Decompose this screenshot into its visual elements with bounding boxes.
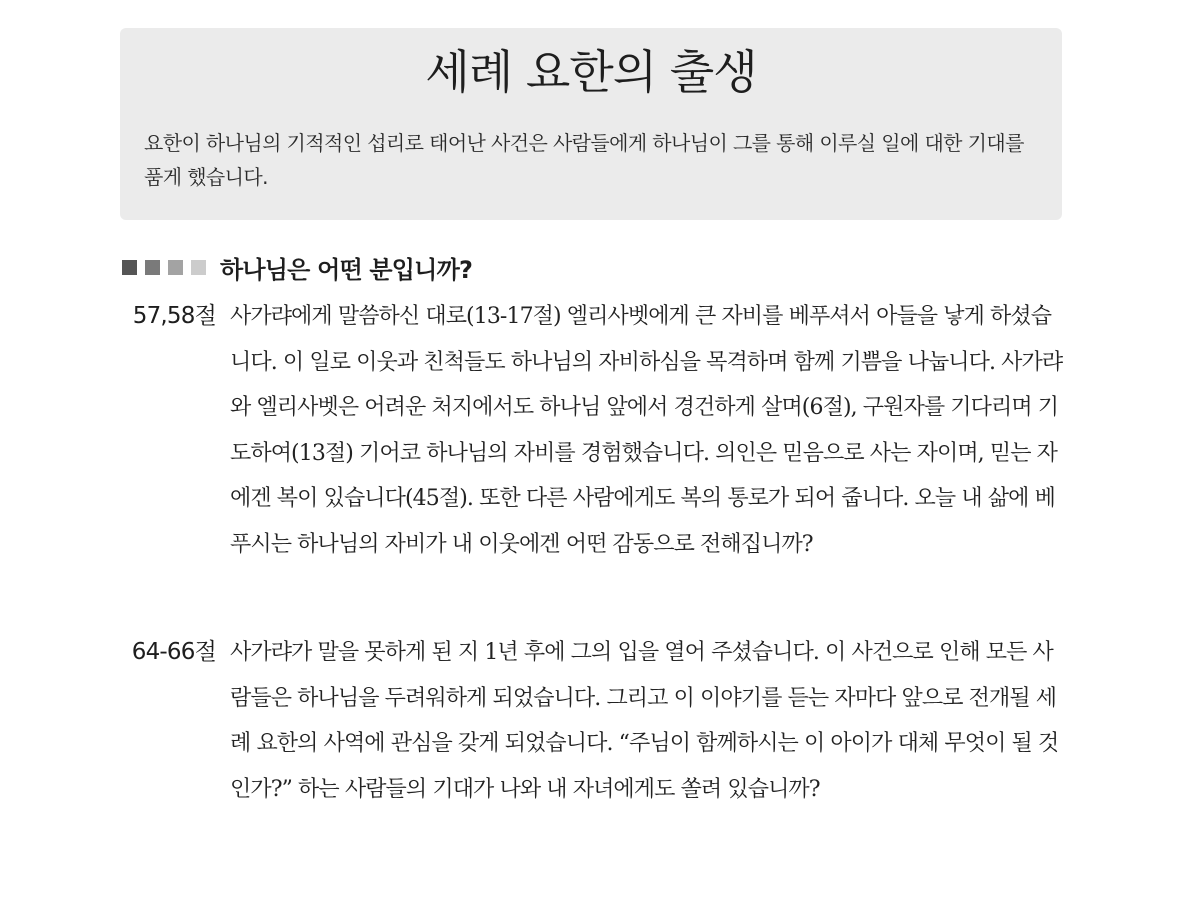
- section-heading: [122, 250, 472, 285]
- section-marker-square-4: [191, 260, 206, 275]
- verse-reference: 64-66절: [131, 639, 216, 665]
- entry-body: 사가랴가 말을 못하게 된 지 1년 후에 그의 입을 열어 주셨습니다. 이 사건으로 인해 모든 사람들은 하나님을 두려워하게 되었습니다. 그리고 이 이야기를 듣는 자마다 앞으로 전개될 세례 요한의 사역에 관심을 갖게 되었습니다. “주님이 함께하시는 이 아이가 대체 무엇이 될 것인가?” 하는 사람들의 기대가 나와 내 자녀에게도 쏠려 있습니까?: [230, 640, 1059, 802]
- header-box: [120, 28, 1062, 220]
- section-marker-square-1: [122, 260, 137, 275]
- intro-text: 요한이 하나님의 기적적인 섭리로 태어난 사건은 사람들에게 하나님이 그를 통해 이루실 일에 대한 기대를 품게 했습니다.: [144, 131, 1024, 189]
- section-title: 하나님은 어떤 분입니까?: [220, 256, 473, 284]
- section-marker-square-2: [145, 260, 160, 275]
- entry-body: 사가랴에게 말씀하신 대로(13-17절) 엘리사벳에게 큰 자비를 베푸셔서 아들을 낳게 하셨습니다. 이 일로 이웃과 친척들도 하나님의 자비하심을 목격하며 함께 기쁨을 나눕니다. 사가랴와 엘리사벳은 어려운 처지에서도 하나님 앞에서 경건하게 살며(6절), 구원자를 기다리며 기도하여(13절) 기어코 하나님의 자비를 경험했습니다. 의인은 믿음으로 사는 자이며, 믿는 자에겐 복이 있습니다(45절). 또한 다른 사람에게도 복의 통로가 되어 줍니다. 오늘 내 삶에 베푸시는 하나님의 자비가 내 이웃에겐 어떤 감동으로 전해집니까?: [230, 304, 1063, 557]
- page-title: 세례 요한의 출생: [425, 45, 757, 99]
- section-marker-square-3: [168, 260, 183, 275]
- verse-reference: 57,58절: [132, 303, 216, 329]
